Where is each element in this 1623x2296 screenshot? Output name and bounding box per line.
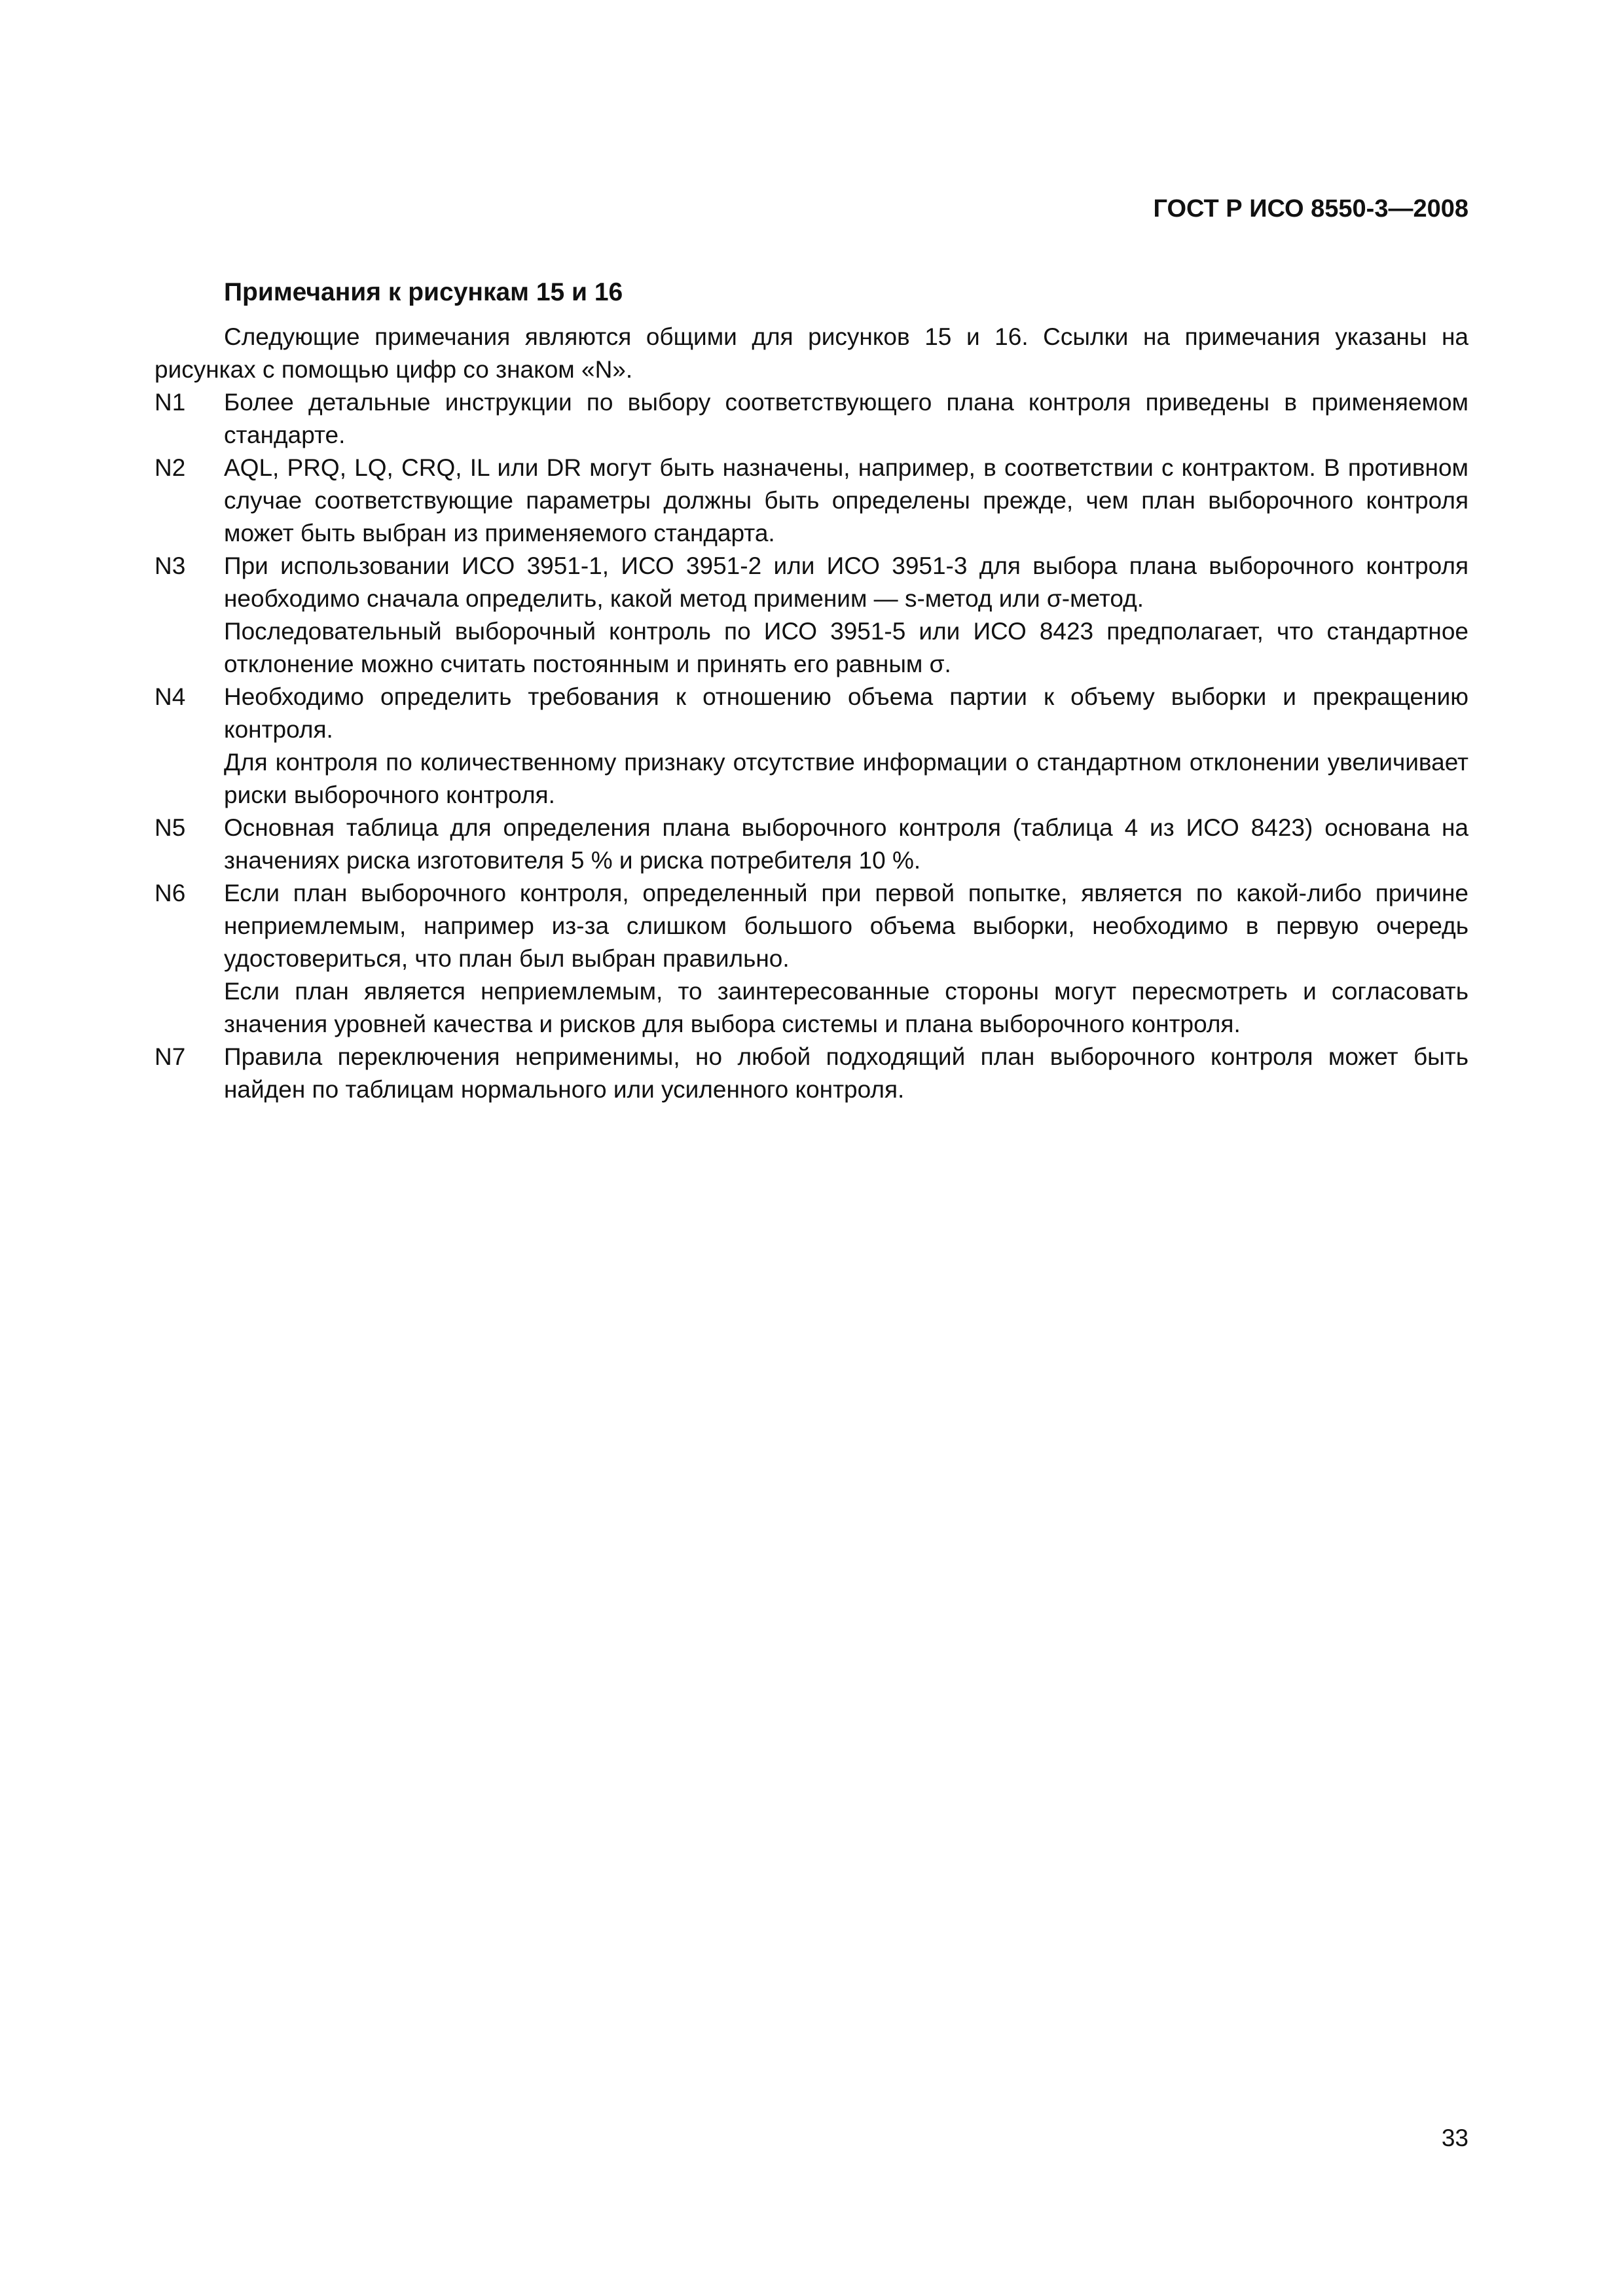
note-paragraph: Последовательный выборочный контроль по ИСО 3951-5 или ИСО 8423 предполагает, что стандартное отклонение можно считать постоянным и принять его равным σ. <box>224 618 1468 677</box>
note-body <box>224 386 1468 452</box>
note-paragraph: Более детальные инструкции по выбору соответствующего плана контроля приведены в применяемом стандарте. <box>224 389 1468 448</box>
note-number: N1 <box>155 389 186 416</box>
note-paragraph: Правила переключения неприменимы, но любой подходящий план выборочного контроля может быть найден по таблицам нормального или усиленного контроля. <box>224 1043 1468 1103</box>
document-code-header: ГОСТ Р ИСО 8550-3—2008 <box>1153 195 1468 223</box>
note-paragraph: При использовании ИСО 3951-1, ИСО 3951-2 или ИСО 3951-3 для выбора плана выборочного контроля необходимо сначала определить, какой метод применим — s-метод или σ-метод. <box>224 552 1468 612</box>
note-paragraph: AQL, PRQ, LQ, CRQ, IL или DR могут быть назначены, например, в соответствии с контрактом. В противном случае соответствующие параметры должны быть определены прежде, чем план выборочного контроля может быть выбран из применяемого стандарта. <box>224 454 1468 547</box>
note-body <box>224 550 1468 681</box>
note-number: N2 <box>155 454 186 481</box>
note-item-n5 <box>155 812 1468 877</box>
note-item-n4 <box>155 681 1468 812</box>
note-item-n7 <box>155 1041 1468 1106</box>
notes-section-title: Примечания к рисункам 15 и 16 <box>224 278 623 306</box>
note-number: N3 <box>155 552 186 579</box>
note-paragraph: Если план выборочного контроля, определенный при первой попытке, является по какой-либо причине неприемлемым, например из-за слишком большого объема выборки, необходимо в первую очередь удостовериться, что план был выбран правильно. <box>224 880 1468 972</box>
note-body <box>224 877 1468 1041</box>
note-item-n1 <box>155 386 1468 452</box>
note-paragraph: Основная таблица для определения плана выборочного контроля (таблица 4 из ИСО 8423) основана на значениях риска изготовителя 5 % и риска потребителя 10 %. <box>224 814 1468 874</box>
note-item-n6 <box>155 877 1468 1041</box>
note-number: N6 <box>155 880 186 906</box>
note-item-n2 <box>155 452 1468 550</box>
notes-intro: Следующие примечания являются общими для рисунков 15 и 16. Ссылки на примечания указаны на рисунках с помощью цифр со знаком «N». <box>155 323 1468 383</box>
notes-list <box>155 386 1468 1106</box>
note-paragraph: Необходимо определить требования к отношению объема партии к объему выборки и прекращению контроля. <box>224 683 1468 743</box>
note-body <box>224 812 1468 877</box>
note-body <box>224 1041 1468 1106</box>
note-number: N5 <box>155 814 186 841</box>
note-paragraph: Для контроля по количественному признаку отсутствие информации о стандартном отклонении увеличивает риски выборочного контроля. <box>224 749 1468 808</box>
note-number: N4 <box>155 683 186 710</box>
note-body <box>224 452 1468 550</box>
notes-section <box>155 276 1468 1106</box>
note-body <box>224 681 1468 812</box>
page-number: 33 <box>1441 2125 1468 2151</box>
note-paragraph: Если план является неприемлемым, то заинтересованные стороны могут пересмотреть и согласовать значения уровней качества и рисков для выбора системы и плана выборочного контроля. <box>224 978 1468 1037</box>
note-number: N7 <box>155 1043 186 1070</box>
note-item-n3 <box>155 550 1468 681</box>
